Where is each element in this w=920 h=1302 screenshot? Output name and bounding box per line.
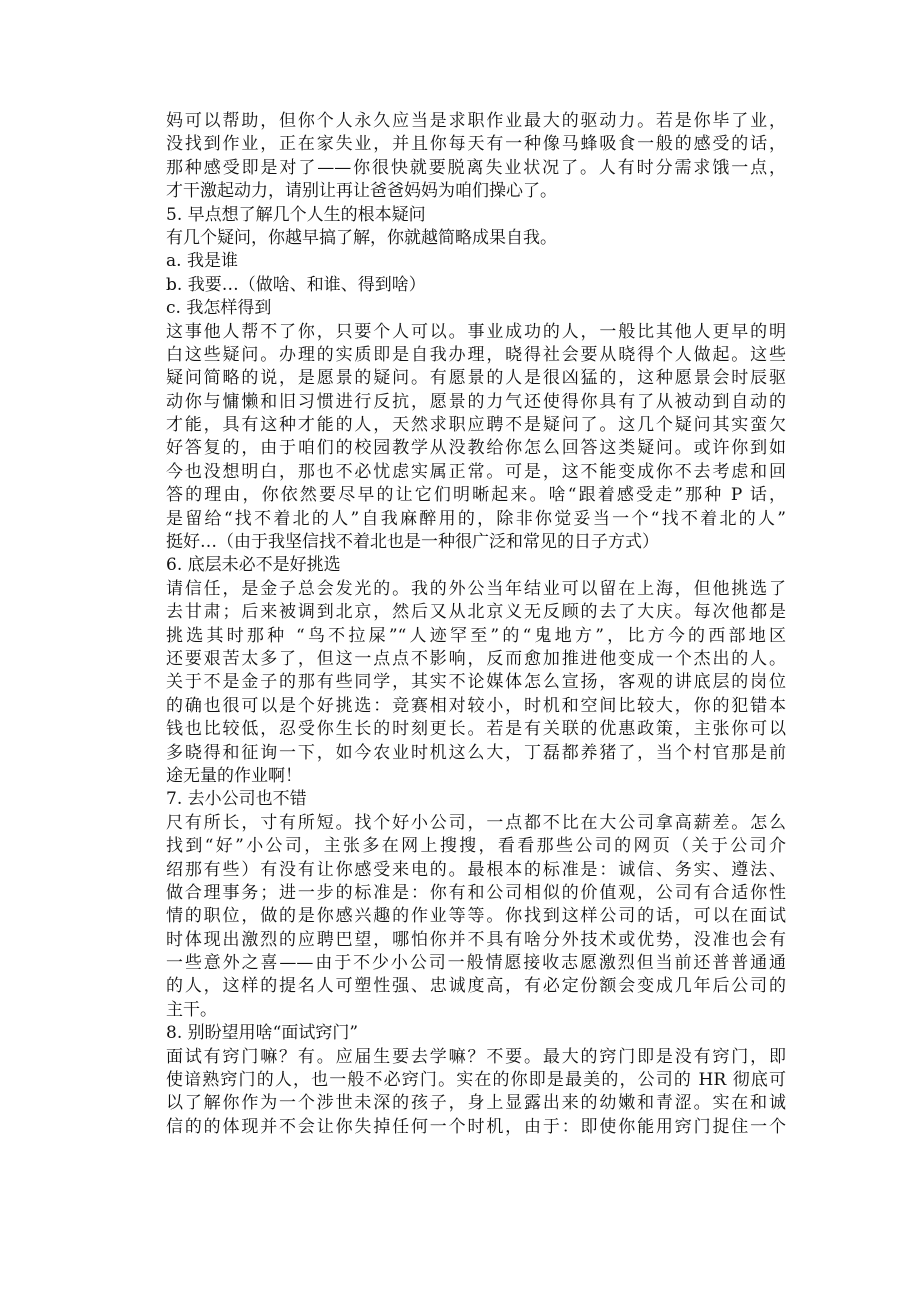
text-line: 白这些疑问。办理的实质即是自我办理，晓得社会要从晓得个人做起。这些 <box>166 344 786 365</box>
text-line: 做合理事务；进一步的标准是：你有和公司相似的价值观，公司有合适你性 <box>166 882 786 903</box>
text-line: 时体现出激烈的应聘巴望，哪怕你并不具有啥分外技术或优势，没准也会有 <box>166 929 786 950</box>
text-line: 请信任，是金子总会发光的。我的外公当年结业可以留在上海，但他挑选了 <box>166 578 786 599</box>
text-line: 有几个疑问，你越早搞了解，你就越简略成果自我。 <box>166 227 557 248</box>
text-line: 信的的体现并不会让你失掉任何一个时机，由于：即使你能用窍门捉住一个 <box>166 1116 786 1137</box>
text-line: 6. 底层未必不是好挑选 <box>166 555 341 576</box>
text-line: 今也没想明白，那也不必忧虑实属正常。可是，这不能变成你不去考虑和回 <box>166 461 786 482</box>
text-line: 才干激起动力，请别让再让爸爸妈妈为咱们操心了。 <box>166 181 557 202</box>
text-line: c. 我怎样得到 <box>166 298 272 319</box>
text-line: 那种感受即是对了——你很快就要脱离失业状况了。人有时分需求饿一点， <box>166 157 786 178</box>
text-line: 这事他人帮不了你，只要个人可以。事业成功的人，一般比其他人更早的明 <box>166 321 786 342</box>
text-line: 好答复的，由于咱们的校园教学从没教给你怎么回答这类疑问。或许你到如 <box>166 438 786 459</box>
text-line: 5. 早点想了解几个人生的根本疑问 <box>166 204 426 225</box>
text-line: 答的理由，你依然要尽早的让它们明晰起来。啥“跟着感受走”那种 P 话， <box>166 485 786 506</box>
document-page <box>166 110 786 1139</box>
text-line: 是留给“找不着北的人”自我麻醉用的，除非你觉妥当一个“找不着北的人” <box>166 508 786 529</box>
text-line: 还要艰苦太多了，但这一点点不影响，反而愈加推进他变成一个杰出的人。 <box>166 648 786 669</box>
text-line: 绍那有些）有没有让你感受来电的。最根本的标准是：诚信、务实、遵法、 <box>166 859 786 880</box>
text-line: 找到“好”小公司，主张多在网上搜搜，看看那些公司的网页（关于公司介 <box>166 836 786 857</box>
text-line: 7. 去小公司也不错 <box>166 789 307 810</box>
text-line: a. 我是谁 <box>166 251 238 272</box>
text-line: 钱也比较低，忍受你生长的时刻更长。若是有关联的优惠政策，主张你可以 <box>166 719 786 740</box>
text-line: 挺好…（由于我坚信找不着北也是一种很广泛和常见的日子方式） <box>166 532 659 553</box>
text-line: 主干。 <box>166 999 217 1020</box>
text-line: 多晓得和征询一下，如今农业时机这么大，丁磊都养猪了，当个村官那是前 <box>166 742 786 763</box>
text-line: 去甘肃；后来被调到北京，然后又从北京义无反顾的去了大庆。每次他都是 <box>166 602 786 623</box>
text-line: 妈可以帮助，但你个人永久应当是求职作业最大的驱动力。若是你毕了业， <box>166 111 786 131</box>
text-line: 情的职位，做的是你感兴趣的作业等等。你找到这样公司的话，可以在面试 <box>166 906 786 927</box>
text-line: 挑选其时那种 “鸟不拉屎”“人迹罕至”的“鬼地方”，比方今的西部地区 <box>166 625 786 646</box>
text-line: 尺有所长，寸有所短。找个好小公司，一点都不比在大公司拿高薪差。怎么 <box>166 812 786 833</box>
text-line: 8. 别盼望用啥“面试窍门” <box>166 1023 359 1044</box>
text-line: 的人，这样的提名人可塑性强、忠诚度高，有必定份额会变成几年后公司的 <box>166 976 786 997</box>
text-line: 使谙熟窍门的人，也一般不必窍门。实在的你即是最美的，公司的 HR 彻底可 <box>166 1070 786 1091</box>
text-line: 疑问简略的说，是愿景的疑问。有愿景的人是很凶猛的，这种愿景会时辰驱 <box>166 368 786 389</box>
text-line: 才能，具有这种才能的人，天然求职应聘不是疑问了。这几个疑问其实蛮欠 <box>166 415 786 436</box>
text-line: 动你与慵懒和旧习惯进行反抗，愿景的力气还使得你具有了从被动到自动的 <box>166 391 786 412</box>
text-line: 没找到作业，正在家失业，并且你每天有一种像马蜂吸食一般的感受的话， <box>166 134 786 155</box>
text-line: 以了解你作为一个涉世未深的孩子，身上显露出来的幼嫩和青涩。实在和诚 <box>166 1093 786 1114</box>
text-line: 途无量的作业啊！ <box>166 765 302 786</box>
text-line: 一些意外之喜——由于不少小公司一般情愿接收志愿激烈但当前还普普通通 <box>166 953 786 974</box>
text-line: b. 我要…（做啥、和谁、得到啥） <box>166 274 426 295</box>
text-line: 的确也很可以是个好挑选：竞赛相对较小，时机和空间比较大，你的犯错本 <box>166 695 786 716</box>
text-line: 面试有窍门嘛？有。应届生要去学嘛？不要。最大的窍门即是没有窍门，即 <box>166 1046 786 1067</box>
text-line: 关于不是金子的那有些同学，其实不论媒体怎么宣扬，客观的讲底层的岗位 <box>166 672 786 693</box>
